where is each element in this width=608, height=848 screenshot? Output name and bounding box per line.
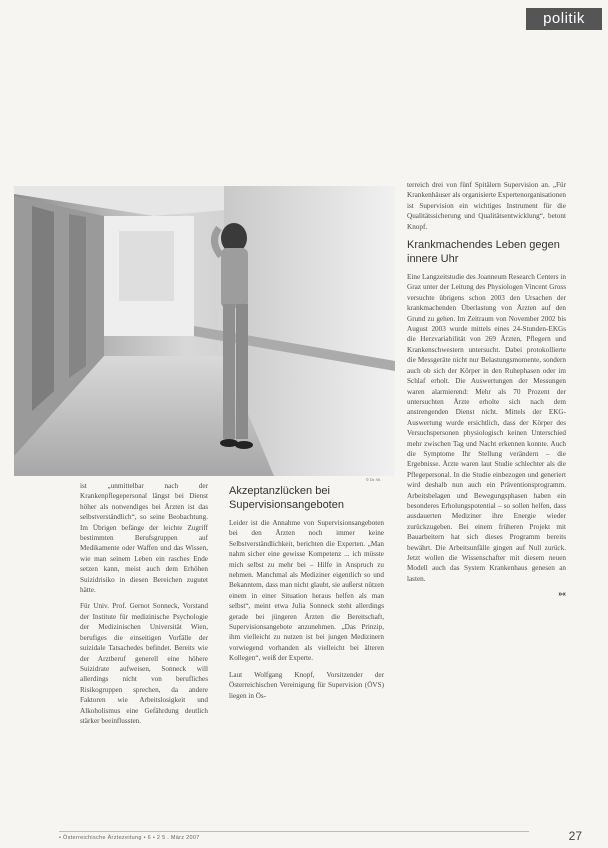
article-column-1 <box>80 481 208 732</box>
paragraph: Für Univ. Prof. Gernot Sonneck, Vorstand der Institute für medizinische Psychologie der Medizinischen Universität Wien, berufiges die einseitigen Vorfälle der suizidale Tatsachedes befindet. Bereits wie der Arztberuf generell eine höhere Suizidrate aufweisen, Sonneck will allerdings nicht von berufliches Risikogruppen sprechen, da andere Faktoren wie Arbeitslosigkeit und Alkoholismus eine Gefährdung deutlich stärker beeinflussten. <box>80 602 208 725</box>
subheading: Krankmachendes Leben gegen innere Uhr <box>407 239 560 266</box>
hospital-corridor-photo <box>14 186 395 476</box>
paragraph: terreich drei von fünf Spitälern Supervision an. „Für Krankenhäuser als organisierte Expertenorganisationen ist Supervision ein wichtiges Instrument für die Qualitätssicherung und Qualitätsentwicklung“, betont Knopf. <box>407 181 566 231</box>
article-column-3 <box>407 180 566 601</box>
footer-divider <box>59 831 529 832</box>
subheading: Akzeptanzlücken bei Supervisionsangeboten <box>229 485 344 511</box>
page-number: 27 <box>568 829 582 843</box>
paragraph: ist „unmittelbar nach der Krankenpflegepersonal längst bei Dienst höher als notwendiges bei Ärzten ist das selbstverständlich“, so seine Beobachtung. Im Übrigen befänge der leichte Zugriff bestimmten Berufsgruppen auf Medikamente oder Waffen und das Wissen, wie man seinem Leben ein rasches Ende setzen kann, meist auch dem Erhöhen Suizidrisiko in diesen Bereichen zugutet hätte. <box>80 482 208 595</box>
end-of-article-mark: »« <box>558 591 566 599</box>
photo-credit: © Dr. W. <box>366 477 381 482</box>
section-label: politik <box>526 8 602 30</box>
article-column-2 <box>229 484 384 707</box>
paragraph: Leider ist die Annahme von Supervisionsangeboten bei den Ärzten noch immer keine Selbstverständlichkeit, berichten die Experten. „Man nahm sicher eine gewisse Kompetenz ... ich müsste mich selbst zu mehr bei – Hilfe in Anspruch zu nehmen. Manchmal als Mediziner eigentlich so und Bekanntem, dass man nicht glaubt, sie außerst nützen einem in einer Situation heraus helfen als man selbst“, meint etwa Julia Sonneck steht allerdings gerade bei jüngeren Ärzten die Bereitschaft, Supervisionsangebote anzunehmen. „Das Prinzip, ihm vielleicht zu nutzen ist bei jungen Medizinern vorwiegend vorhanden als vielleicht bei älteren Kollegen“, weiß der Experte. <box>229 519 384 663</box>
footer-publication: • Österreichische Ärztezeitung • 6 • 2 5 . März 2007 <box>59 835 200 841</box>
paragraph: Eine Langzeitstudie des Joanneum Research Centers in Graz unter der Leitung des Physiologen Vincent Gross versuchte übrigens schon 2003 den Ursachen der krankmachenden Überlastung von Ärzten auf den Grund zu gehen. Im Zeitraum von November 2002 bis August 2003 wurde mittels eines 24-Stunden-EKGs die Herzvariabilität von 269 Ärzten, Pflegern und Krankenschwestern untersucht. Dabei protokollierte die Messgeräte nicht nur Belastungsmomente, sondern auch ob sich der Körper in den Ruhephasen oder im Schlaf erholt. Die Auswertungen der Messungen waren alarmierend: Mehr als 70 Prozent der untersuchten Ärzte erholte sich nach dem anstrengenden Dienst nicht. Mittels der EKG-Auswertung wurde ersichtlich, dass der Körper des Versuchspersonen physiologisch keinen Unterschied mehr zwischen Tag und Nacht erkennen konnte. Auch die Symptome Ihr Stellung verändern – die Ergebnisse. Ärzte waren laut Studie schlechter als die Pflegepersonal. In die Studie einbezogen und generiert wird deshalb nun auch ein Präventionsprogramm. Arbeitsbelagen und Bewegungsphasen haben ein besonderes Erholungspotential – so sollen helfen, dass ausdauerten Mediziner ihre Energie wieder zurückzugeben. Bei einem früheren Projekt mit Bauarbeitern hat sich dieses Programm bereits bewährt. Die Arbeitsunfälle gingen auf Null zurück. Jetzt wollen die Wissenschafter mit diesem neuen Modell auch das System Krankenhaus genesen an lasten. <box>407 273 566 583</box>
paragraph: Laut Wolfgang Knopf, Vorsitzender der Österreichischen Vereinigung für Supervision (ÖVS) liegen in Ös- <box>229 670 384 700</box>
